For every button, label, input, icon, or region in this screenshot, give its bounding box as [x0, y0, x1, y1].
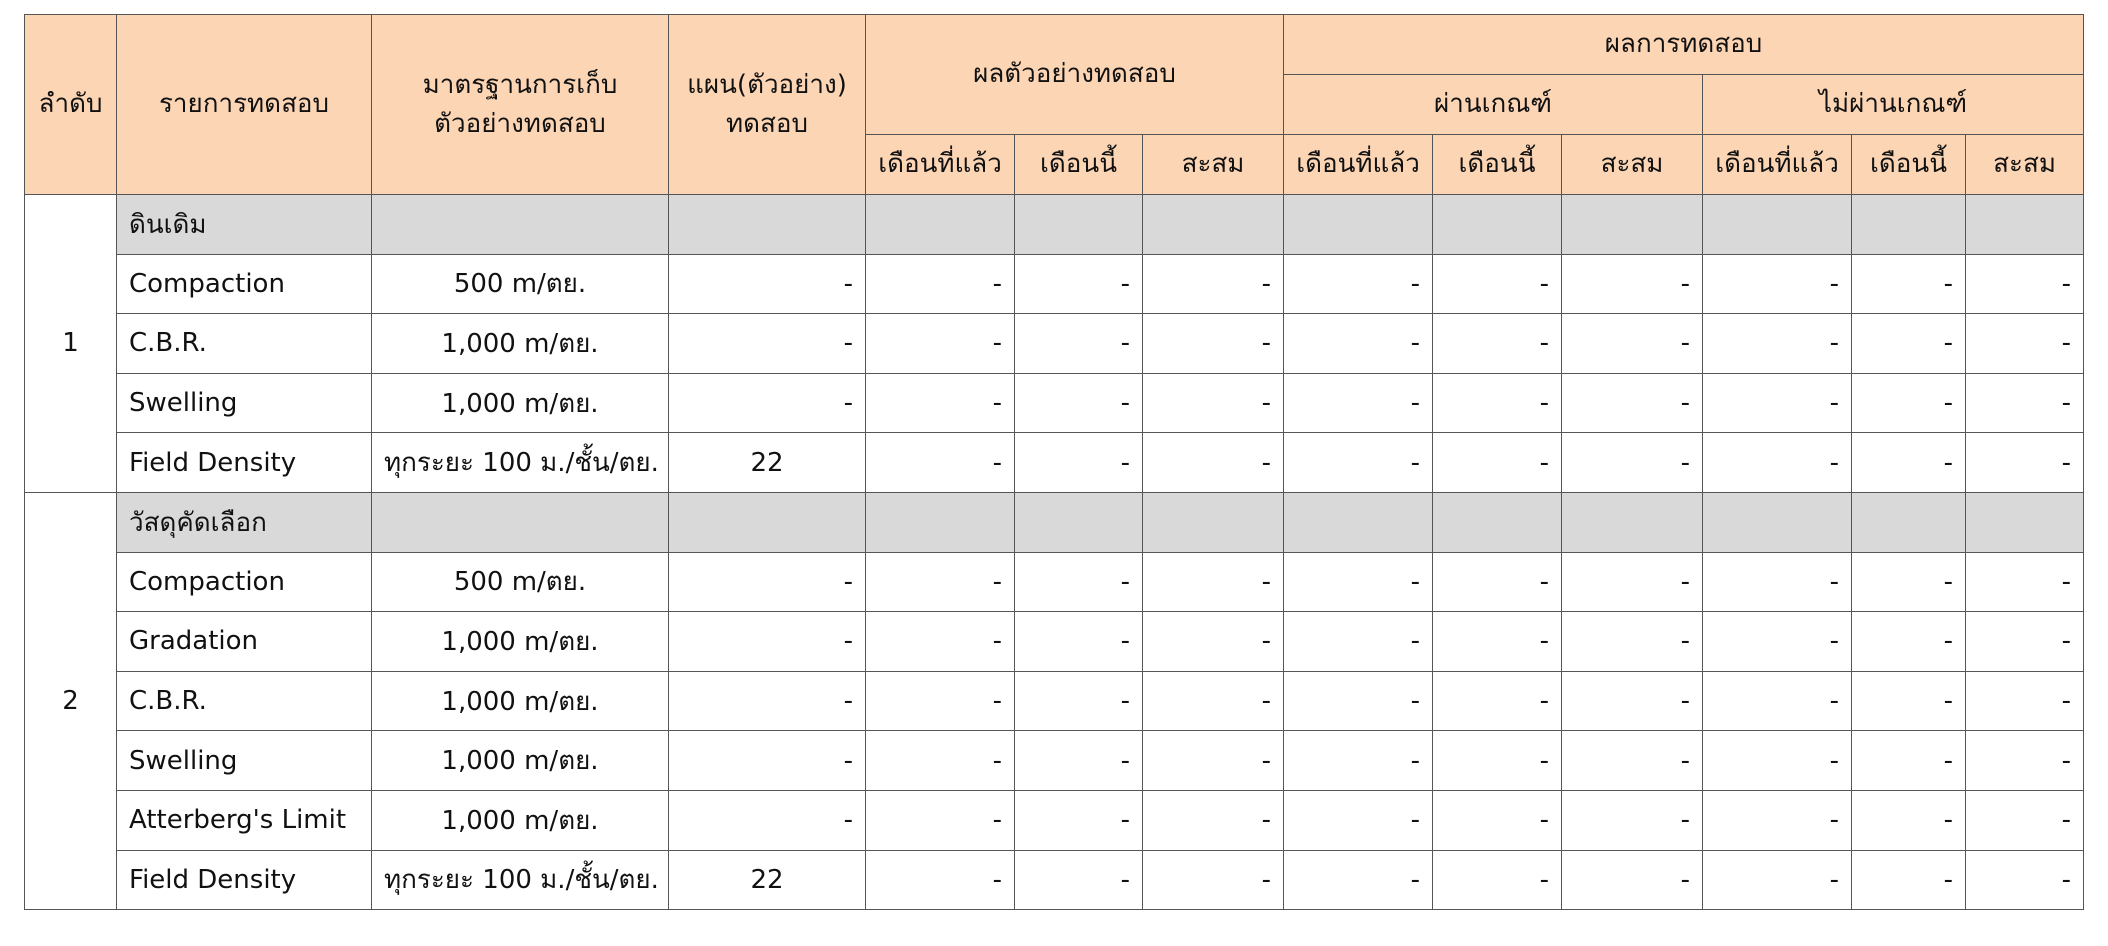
test-item-name: Gradation [117, 612, 372, 672]
header-plan [669, 15, 866, 195]
samples-this-month: - [1015, 254, 1143, 314]
header-results: ผลการทดสอบ [1284, 15, 2084, 75]
pass-cumulative: - [1562, 433, 1703, 493]
fail-this-month: - [1852, 433, 1966, 493]
test-results-table [24, 14, 2084, 910]
fail-last-month: - [1703, 671, 1852, 731]
samples-this-month: - [1015, 612, 1143, 672]
samples-this-month: - [1015, 850, 1143, 910]
group-empty-cell [1852, 195, 1966, 255]
table-row [25, 612, 2084, 672]
group-empty-cell [1433, 492, 1562, 552]
group-empty-cell [1284, 492, 1433, 552]
pass-last-month: - [1284, 254, 1433, 314]
planned-samples: - [669, 373, 866, 433]
group-empty-cell [1284, 195, 1433, 255]
samples-this-month: - [1015, 790, 1143, 850]
test-item-name: Field Density [117, 850, 372, 910]
header-plan-line2: ทดสอบ [725, 108, 808, 139]
group-number: 2 [25, 492, 117, 909]
samples-cumulative: - [1143, 552, 1284, 612]
group-empty-cell [669, 492, 866, 552]
sampling-standard: 500 m/ตย. [372, 552, 669, 612]
pass-this-month: - [1433, 731, 1562, 791]
group-empty-cell [1562, 195, 1703, 255]
pass-last-month: - [1284, 314, 1433, 374]
planned-samples: - [669, 314, 866, 374]
header-pass: ผ่านเกณฑ์ [1284, 75, 1703, 135]
sampling-standard: 1,000 m/ตย. [372, 731, 669, 791]
sampling-standard: ทุกระยะ 100 ม./ชั้น/ตย. [372, 850, 669, 910]
sampling-standard: ทุกระยะ 100 ม./ชั้น/ตย. [372, 433, 669, 493]
fail-this-month: - [1852, 790, 1966, 850]
pass-this-month: - [1433, 314, 1562, 374]
samples-last-month: - [866, 612, 1015, 672]
group-empty-cell [669, 195, 866, 255]
test-item-name: Swelling [117, 731, 372, 791]
samples-cumulative: - [1143, 314, 1284, 374]
fail-last-month: - [1703, 254, 1852, 314]
fail-last-month: - [1703, 373, 1852, 433]
sampling-standard: 500 m/ตย. [372, 254, 669, 314]
pass-cumulative: - [1562, 552, 1703, 612]
header-fail-this-month: เดือนนี้ [1852, 135, 1966, 195]
header-item: รายการทดสอบ [117, 15, 372, 195]
pass-cumulative: - [1562, 850, 1703, 910]
group-empty-cell [1966, 492, 2084, 552]
pass-last-month: - [1284, 671, 1433, 731]
pass-this-month: - [1433, 790, 1562, 850]
header-standard-line2: ตัวอย่างทดสอบ [434, 108, 606, 139]
pass-this-month: - [1433, 671, 1562, 731]
fail-last-month: - [1703, 552, 1852, 612]
fail-cumulative: - [1966, 671, 2084, 731]
table-row [25, 254, 2084, 314]
test-item-name: Compaction [117, 552, 372, 612]
group-name: วัสดุคัดเลือก [117, 492, 372, 552]
sampling-standard: 1,000 m/ตย. [372, 373, 669, 433]
fail-this-month: - [1852, 254, 1966, 314]
table-header [25, 15, 2084, 195]
header-samples-last-month: เดือนที่แล้ว [866, 135, 1015, 195]
header-standard-line1: มาตรฐานการเก็บ [422, 69, 618, 100]
fail-last-month: - [1703, 790, 1852, 850]
table-row [25, 731, 2084, 791]
header-samples-cumulative: สะสม [1143, 135, 1284, 195]
samples-last-month: - [866, 790, 1015, 850]
table-row [25, 373, 2084, 433]
fail-last-month: - [1703, 850, 1852, 910]
pass-cumulative: - [1562, 314, 1703, 374]
fail-this-month: - [1852, 671, 1966, 731]
pass-cumulative: - [1562, 731, 1703, 791]
samples-last-month: - [866, 850, 1015, 910]
samples-this-month: - [1015, 373, 1143, 433]
fail-cumulative: - [1966, 612, 2084, 672]
samples-cumulative: - [1143, 433, 1284, 493]
header-fail-cumulative: สะสม [1966, 135, 2084, 195]
samples-last-month: - [866, 373, 1015, 433]
planned-samples: - [669, 612, 866, 672]
group-empty-cell [1143, 492, 1284, 552]
header-fail: ไม่ผ่านเกณฑ์ [1703, 75, 2084, 135]
fail-cumulative: - [1966, 254, 2084, 314]
planned-samples: - [669, 552, 866, 612]
sampling-standard: 1,000 m/ตย. [372, 790, 669, 850]
pass-cumulative: - [1562, 612, 1703, 672]
sampling-standard: 1,000 m/ตย. [372, 612, 669, 672]
group-empty-cell [866, 492, 1015, 552]
pass-last-month: - [1284, 850, 1433, 910]
sampling-standard: 1,000 m/ตย. [372, 671, 669, 731]
pass-cumulative: - [1562, 671, 1703, 731]
table-row [25, 314, 2084, 374]
pass-last-month: - [1284, 373, 1433, 433]
table-body [25, 195, 2084, 910]
fail-cumulative: - [1966, 850, 2084, 910]
group-empty-cell [1015, 492, 1143, 552]
samples-cumulative: - [1143, 850, 1284, 910]
fail-cumulative: - [1966, 314, 2084, 374]
group-empty-cell [1852, 492, 1966, 552]
group-empty-cell [1703, 195, 1852, 255]
group-number: 1 [25, 195, 117, 493]
fail-this-month: - [1852, 373, 1966, 433]
header-plan-line1: แผน(ตัวอย่าง) [687, 69, 847, 100]
planned-samples: - [669, 731, 866, 791]
fail-cumulative: - [1966, 731, 2084, 791]
samples-cumulative: - [1143, 731, 1284, 791]
fail-this-month: - [1852, 552, 1966, 612]
fail-this-month: - [1852, 731, 1966, 791]
fail-this-month: - [1852, 850, 1966, 910]
test-item-name: C.B.R. [117, 671, 372, 731]
pass-this-month: - [1433, 254, 1562, 314]
pass-cumulative: - [1562, 254, 1703, 314]
header-fail-last-month: เดือนที่แล้ว [1703, 135, 1852, 195]
planned-samples: 22 [669, 850, 866, 910]
fail-last-month: - [1703, 314, 1852, 374]
group-empty-cell [1015, 195, 1143, 255]
pass-cumulative: - [1562, 790, 1703, 850]
header-samples: ผลตัวอย่างทดสอบ [866, 15, 1284, 135]
fail-cumulative: - [1966, 790, 2084, 850]
group-empty-cell [866, 195, 1015, 255]
pass-this-month: - [1433, 373, 1562, 433]
header-samples-this-month: เดือนนี้ [1015, 135, 1143, 195]
fail-last-month: - [1703, 731, 1852, 791]
planned-samples: - [669, 671, 866, 731]
test-item-name: Compaction [117, 254, 372, 314]
planned-samples: - [669, 254, 866, 314]
header-no: ลำดับ [25, 15, 117, 195]
table-row [25, 790, 2084, 850]
table-row [25, 433, 2084, 493]
group-empty-cell [1143, 195, 1284, 255]
samples-this-month: - [1015, 552, 1143, 612]
samples-this-month: - [1015, 433, 1143, 493]
samples-last-month: - [866, 433, 1015, 493]
test-item-name: Atterberg's Limit [117, 790, 372, 850]
pass-last-month: - [1284, 612, 1433, 672]
fail-last-month: - [1703, 612, 1852, 672]
fail-this-month: - [1852, 612, 1966, 672]
test-item-name: C.B.R. [117, 314, 372, 374]
pass-last-month: - [1284, 433, 1433, 493]
header-standard [372, 15, 669, 195]
samples-last-month: - [866, 552, 1015, 612]
header-pass-this-month: เดือนนี้ [1433, 135, 1562, 195]
pass-this-month: - [1433, 552, 1562, 612]
samples-last-month: - [866, 254, 1015, 314]
group-name: ดินเดิม [117, 195, 372, 255]
group-empty-cell [1433, 195, 1562, 255]
pass-this-month: - [1433, 433, 1562, 493]
samples-cumulative: - [1143, 254, 1284, 314]
table-row [25, 552, 2084, 612]
planned-samples: - [669, 790, 866, 850]
fail-this-month: - [1852, 314, 1966, 374]
pass-last-month: - [1284, 731, 1433, 791]
group-empty-cell [1562, 492, 1703, 552]
samples-this-month: - [1015, 731, 1143, 791]
table-row [25, 850, 2084, 910]
samples-cumulative: - [1143, 612, 1284, 672]
samples-last-month: - [866, 314, 1015, 374]
group-empty-cell [372, 492, 669, 552]
fail-cumulative: - [1966, 433, 2084, 493]
fail-last-month: - [1703, 433, 1852, 493]
test-item-name: Field Density [117, 433, 372, 493]
group-empty-cell [1703, 492, 1852, 552]
table-row [25, 671, 2084, 731]
pass-this-month: - [1433, 612, 1562, 672]
samples-last-month: - [866, 671, 1015, 731]
pass-this-month: - [1433, 850, 1562, 910]
fail-cumulative: - [1966, 552, 2084, 612]
pass-last-month: - [1284, 790, 1433, 850]
planned-samples: 22 [669, 433, 866, 493]
samples-last-month: - [866, 731, 1015, 791]
pass-cumulative: - [1562, 373, 1703, 433]
group-row [25, 195, 2084, 255]
group-empty-cell [1966, 195, 2084, 255]
header-pass-cumulative: สะสม [1562, 135, 1703, 195]
samples-cumulative: - [1143, 790, 1284, 850]
group-empty-cell [372, 195, 669, 255]
group-row [25, 492, 2084, 552]
fail-cumulative: - [1966, 373, 2084, 433]
sampling-standard: 1,000 m/ตย. [372, 314, 669, 374]
pass-last-month: - [1284, 552, 1433, 612]
samples-this-month: - [1015, 671, 1143, 731]
samples-cumulative: - [1143, 373, 1284, 433]
samples-this-month: - [1015, 314, 1143, 374]
samples-cumulative: - [1143, 671, 1284, 731]
header-pass-last-month: เดือนที่แล้ว [1284, 135, 1433, 195]
test-item-name: Swelling [117, 373, 372, 433]
